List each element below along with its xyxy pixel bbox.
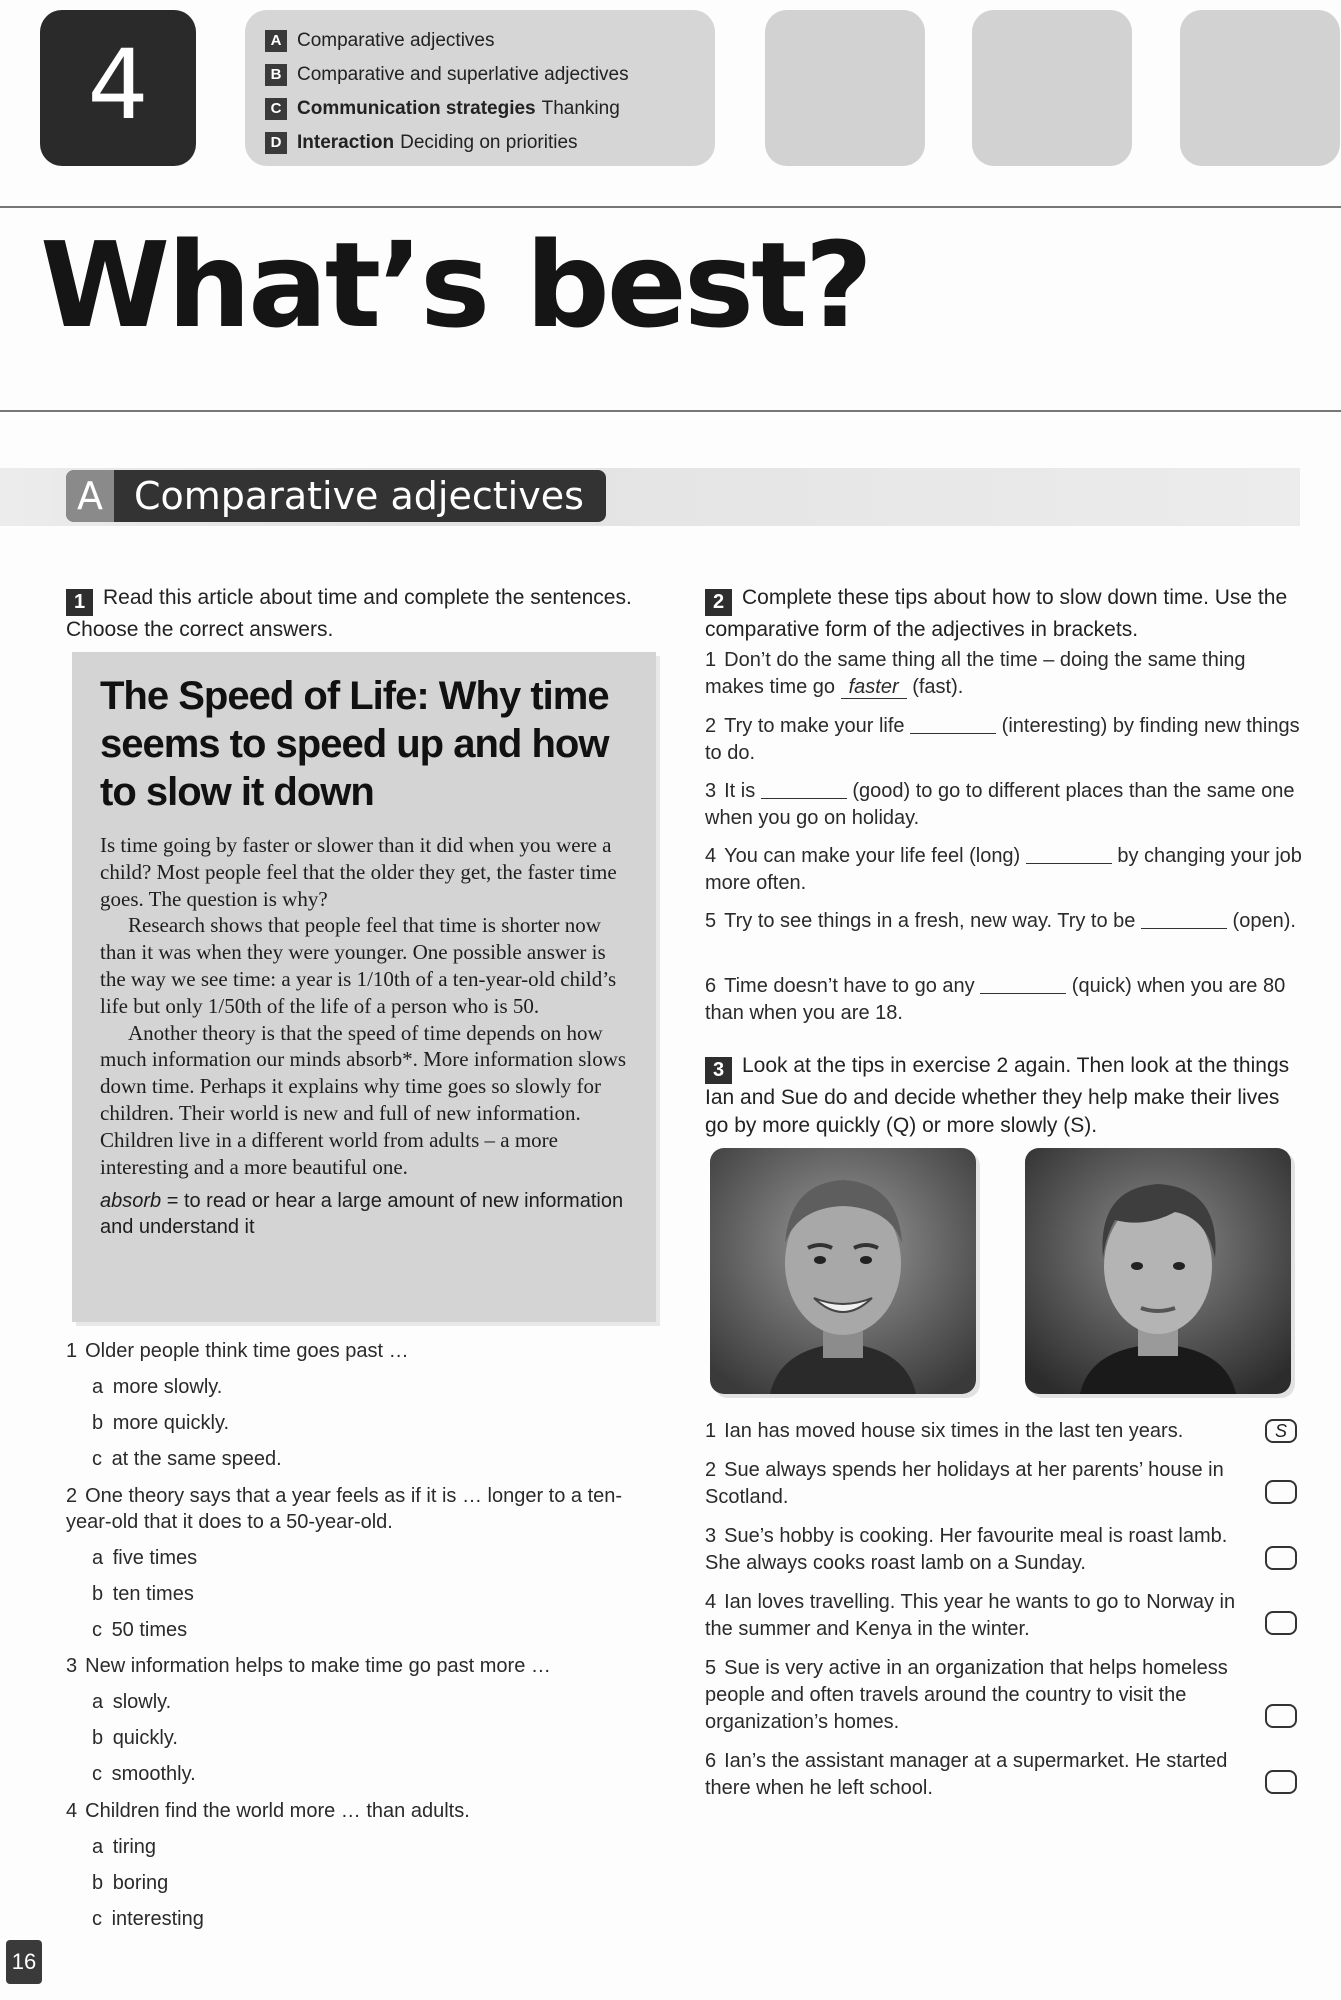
exercise-number: 2: [705, 589, 732, 616]
tip-number: 1: [705, 649, 717, 671]
statement-number: 6: [705, 1750, 717, 1772]
statement-text: Ian loves travelling. This year he wants to go to Norway in the summer and Kenya in the winter.: [705, 1591, 1236, 1640]
contents-letter: C: [265, 98, 287, 120]
option-text: interesting: [111, 1908, 204, 1930]
statement-number: 2: [705, 1459, 717, 1481]
header-rule: [0, 206, 1341, 208]
contents-letter: A: [265, 30, 287, 52]
question-number: 3: [66, 1655, 78, 1677]
option-letter: b: [92, 1872, 104, 1894]
option-text: smoothly.: [111, 1763, 196, 1785]
statement-text: Ian has moved house six times in the last ten years.: [724, 1420, 1184, 1442]
statement-number: 4: [705, 1591, 717, 1613]
option-letter: a: [92, 1547, 104, 1569]
answer-option[interactable]: [92, 1761, 196, 1787]
statement: [705, 1457, 1265, 1511]
sue-portrait-image: [1025, 1148, 1291, 1394]
tip-item: [705, 778, 1305, 832]
unit-number-badge: [40, 10, 196, 166]
option-text: tiring: [112, 1836, 157, 1858]
glossary-definition: = to read or hear a large amount of new information and understand it: [100, 1190, 624, 1239]
article-paragraph: Is time going by faster or slower than it did when you were a child? Most people feel that the older they get, the faster time goes. The question is why?: [100, 833, 617, 911]
tip-text: (good) to go to different places than the same one when you go on holiday.: [705, 780, 1295, 829]
contents-letter: D: [265, 132, 287, 154]
answer-option[interactable]: [92, 1410, 229, 1436]
contents-text: Thanking: [541, 98, 620, 119]
tip-text: You can make your life feel (long): [724, 845, 1021, 867]
answer-box[interactable]: [1265, 1704, 1297, 1728]
section-heading: [66, 470, 606, 522]
question: [66, 1483, 626, 1535]
contents-item: [265, 92, 715, 126]
tip-text: (open).: [1232, 910, 1296, 932]
gap-blank[interactable]: [910, 714, 996, 734]
option-letter: c: [92, 1619, 102, 1641]
tip-text: (interesting) by finding new things to do.: [705, 715, 1300, 764]
option-text: 50 times: [111, 1619, 188, 1641]
question-number: 4: [66, 1800, 78, 1822]
contents-bold: Interaction: [297, 132, 395, 153]
contents-bold: Communication strategies: [297, 98, 536, 119]
answer-box[interactable]: [1265, 1770, 1297, 1794]
answer-option[interactable]: [92, 1834, 156, 1860]
tip-text: Time doesn’t have to go any: [724, 975, 975, 997]
exercise-1-instruction: [66, 584, 666, 644]
answer-option[interactable]: [92, 1446, 282, 1472]
statement-text: Sue’s hobby is cooking. Her favourite meal is roast lamb. She always cooks roast lamb on a Sunday.: [705, 1525, 1228, 1574]
gap-blank[interactable]: [1141, 909, 1227, 929]
tip-text: by changing your job more often.: [705, 845, 1302, 894]
answer-box[interactable]: [1265, 1546, 1297, 1570]
article-paragraph: Another theory is that the speed of time depends on how much information our minds absorb*. More information slows down time. Perhaps it explains why time goes so slowly for children. Their world is new and full of new information. Children live in a different world from adults – a more interesting and a more beautiful one.: [100, 1020, 627, 1179]
unit-number: 4: [87, 29, 149, 141]
statement-text: Sue always spends her holidays at her parents’ house in Scotland.: [705, 1459, 1224, 1508]
ian-portrait-image: [710, 1148, 976, 1394]
gap-blank[interactable]: [1026, 844, 1112, 864]
glossary-term: absorb: [100, 1190, 162, 1213]
faded-tab: [972, 10, 1132, 166]
option-letter: c: [92, 1448, 102, 1470]
gap-blank[interactable]: [980, 974, 1066, 994]
contents-text: Comparative and superlative adjectives: [297, 64, 629, 85]
tip-item: [705, 908, 1305, 935]
contents-item: [265, 58, 715, 92]
exercise-1-text: Read this article about time and complete the sentences. Choose the correct answers.: [66, 586, 632, 641]
answer-box[interactable]: [1265, 1611, 1297, 1635]
tip-item: [705, 647, 1305, 701]
page-title: What’s best?: [40, 216, 870, 354]
tip-item: [705, 713, 1305, 767]
contents-text: Comparative adjectives: [297, 30, 495, 51]
answer-option[interactable]: [92, 1689, 171, 1715]
article-paragraph: Research shows that people feel that time is shorter now than it was when they were younger. One possible answer is the way we see time: a year is 1/10th of a ten-year-old child’s life but only 1/50th of the life of a person who is 50.: [100, 913, 617, 1018]
option-text: more slowly.: [112, 1376, 223, 1398]
statement-text: Ian’s the assistant manager at a supermarket. He started there when he left school.: [705, 1750, 1228, 1799]
statement: [705, 1418, 1265, 1445]
question-number: 2: [66, 1485, 78, 1507]
tip-text: Try to make your life: [724, 715, 905, 737]
contents-item: [265, 24, 715, 58]
section-title: Comparative adjectives: [134, 474, 584, 518]
question-text: Children find the world more … than adults.: [85, 1800, 470, 1822]
answer-option[interactable]: [92, 1725, 178, 1751]
section-letter: A: [66, 470, 114, 522]
option-text: five times: [112, 1547, 198, 1569]
tip-text: (fast).: [912, 676, 964, 698]
page-number: 16: [6, 1940, 42, 1984]
option-letter: b: [92, 1412, 104, 1434]
answer-option[interactable]: [92, 1581, 194, 1607]
answer-option[interactable]: [92, 1870, 168, 1896]
question-text: One theory says that a year feels as if it is … longer to a ten-year-old that it does to a 50-year-old.: [66, 1485, 623, 1533]
article-box: [72, 652, 656, 1322]
statement: [705, 1589, 1265, 1643]
statement-number: 5: [705, 1657, 717, 1679]
option-text: quickly.: [112, 1727, 178, 1749]
tip-text: Don’t do the same thing all the time – doing the same thing makes time go: [705, 649, 1246, 698]
question: [66, 1338, 626, 1364]
option-letter: c: [92, 1763, 102, 1785]
tip-number: 3: [705, 780, 717, 802]
option-letter: b: [92, 1727, 104, 1749]
contents-letter: B: [265, 64, 287, 86]
exercise-2-text: Complete these tips about how to slow down time. Use the comparative form of the adjectives in brackets.: [705, 586, 1288, 641]
tip-number: 6: [705, 975, 717, 997]
exercise-number: 1: [66, 589, 93, 616]
answer-option[interactable]: [92, 1617, 187, 1643]
gap-answer[interactable]: faster: [841, 676, 907, 699]
statement: [705, 1748, 1265, 1802]
option-letter: b: [92, 1583, 104, 1605]
article-glossary: [100, 1188, 630, 1240]
faded-tab: [765, 10, 925, 166]
question: [66, 1798, 626, 1824]
title-rule: [0, 410, 1341, 412]
answer-box[interactable]: S: [1265, 1419, 1297, 1443]
answer-option[interactable]: [92, 1374, 222, 1400]
gap-blank[interactable]: [761, 779, 847, 799]
statement-text: Sue is very active in an organization that helps homeless people and often travels around the country to visit the organization’s homes.: [705, 1657, 1228, 1733]
option-letter: a: [92, 1691, 104, 1713]
contents-text: Deciding on priorities: [400, 132, 578, 153]
photo-ian: [710, 1148, 976, 1394]
faded-tab: [1180, 10, 1340, 166]
tip-text: Try to see things in a fresh, new way. Try to be: [724, 910, 1136, 932]
tip-number: 4: [705, 845, 717, 867]
option-text: at the same speed.: [111, 1448, 282, 1470]
question: [66, 1653, 626, 1679]
tip-number: 5: [705, 910, 717, 932]
unit-contents-panel: [245, 10, 715, 166]
option-text: ten times: [112, 1583, 194, 1605]
statement-number: 3: [705, 1525, 717, 1547]
exercise-number: 3: [705, 1057, 732, 1084]
answer-option[interactable]: [92, 1545, 197, 1571]
option-letter: a: [92, 1376, 104, 1398]
photo-sue: [1025, 1148, 1291, 1394]
tip-item: [705, 843, 1305, 897]
exercise-3-text: Look at the tips in exercise 2 again. Then look at the things Ian and Sue do and decide whether they help make their lives go by more quickly (Q) or more slowly (S).: [705, 1054, 1290, 1137]
answer-option[interactable]: [92, 1906, 204, 1932]
question-number: 1: [66, 1340, 78, 1362]
option-letter: a: [92, 1836, 104, 1858]
tip-text: (quick) when you are 80 than when you are 18.: [705, 975, 1286, 1024]
option-text: more quickly.: [112, 1412, 230, 1434]
exercise-2-instruction: [705, 584, 1305, 644]
tip-item: [705, 973, 1305, 1027]
option-letter: c: [92, 1908, 102, 1930]
statement: [705, 1655, 1265, 1736]
tip-text: It is: [724, 780, 756, 802]
article-title: The Speed of Life: Why time seems to speed up and how to slow it down: [100, 674, 609, 814]
answer-box[interactable]: [1265, 1480, 1297, 1504]
tip-number: 2: [705, 715, 717, 737]
contents-item: [265, 126, 715, 160]
question-text: New information helps to make time go past more …: [85, 1655, 551, 1677]
exercise-3-instruction: [705, 1052, 1305, 1140]
option-text: boring: [112, 1872, 169, 1894]
option-text: slowly.: [112, 1691, 172, 1713]
statement: [705, 1523, 1265, 1577]
question-text: Older people think time goes past …: [85, 1340, 409, 1362]
statement-number: 1: [705, 1420, 717, 1442]
